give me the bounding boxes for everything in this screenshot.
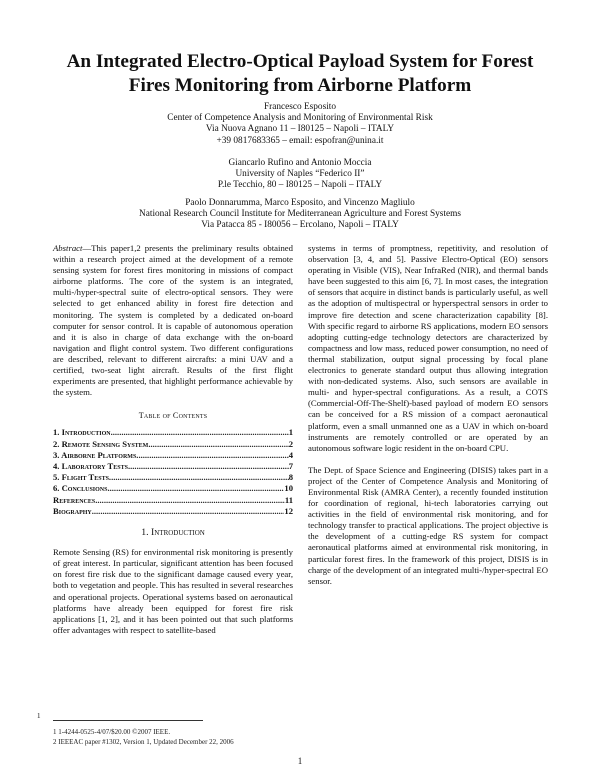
abstract-label: Abstract: [53, 243, 83, 253]
toc-entry[interactable]: References ..... 11: [53, 495, 293, 506]
abstract-text: —This paper1,2 presents the preliminary results obtained within a research project aimed at the development of a remote sensing system for forest fires monitoring in missions of compact airborne platforms. The core of the system is an integrated, multi-/hyper-spectral suite of electro-optical sensors. They were selected to get enhanced ability in forest fire detection and monitoring. The system is completed by a dedicated on-board computer for sensor control. It is capable of autonomous operation and it is also in charge of data exchange with the on-board navigation and flight control system. Two different configurations are described, relevant to different aircrafts: a mini UAV and a certified, two-seat light aircraft. Results of the first flight experiments are presented, that highlight performance achievable by the system.: [53, 243, 293, 398]
left-column: [53, 243, 293, 636]
author-line: Paolo Donnarumma, Marco Esposito, and Vincenzo Magliulo: [185, 198, 415, 208]
address-line: Via Patacca 85 - I80056 – Ercolano, Napoli – ITALY: [201, 220, 399, 231]
right-column: [308, 243, 548, 587]
toc-entry[interactable]: 3. Airborne Platforms ..... 4: [53, 450, 293, 461]
footnote-divider: [37, 712, 203, 721]
toc-entry[interactable]: 5. Flight Tests ..... 8: [53, 472, 293, 483]
author-line: Giancarlo Rufino and Antonio Moccia: [228, 158, 372, 168]
author-block-3: [40, 198, 560, 232]
footnote-2: 2 IEEEAC paper #1302, Version 1, Updated December 22, 2006: [53, 738, 234, 746]
author-block-1: [40, 102, 560, 147]
title-line-1: An Integrated Electro-Optical Payload System for Forest: [66, 51, 534, 72]
address-line: Via Nuova Agnano 11 – I80125 – Napoli – ITALY: [205, 124, 395, 135]
body-paragraph: The Dept. of Space Science and Engineering (DISIS) takes part in a project of the Center of Competence Analysis and Monitoring of Environmental Risk (AMRA Center), a recently founded institution for coordination of regional, hi-tech laboratories carrying out activities in the field of environmental risk monitoring, and for technology transfer to practical applications. The project objective is the development of a cutting-edge RS system for compact aeronautical platforms aimed at environmental risk monitoring, in particular forest fires. In the framework of this project, DISIS is in charge of the development of an integrated multi-/hyper-spectral EO sensor.: [308, 464, 548, 586]
toc-entry[interactable]: 1. Introduction ..... 1: [53, 427, 293, 438]
toc-entry[interactable]: 6. Conclusions ..... 10: [53, 483, 293, 494]
author-line: Francesco Esposito: [263, 102, 337, 112]
paper-title: [40, 50, 560, 98]
footnotes: [53, 727, 234, 747]
page-number: 1: [297, 756, 303, 766]
footnote-1: 1 1-4244-0525-4/07/$20.00 ©2007 IEEE.: [53, 728, 171, 736]
intro-paragraph: Remote Sensing (RS) for environmental risk monitoring is presently of great interest. In particular, significant attention has been focused on forest fire risk due to the significant damage caused every year, both to vegetation and people. This has resulted in several researches and operational projects. Operational systems based on aeronautical platforms have already been equipped for forest fire risk applications [1, 2], and it has been pointed out that such platforms offer advantages with respect to satellite-based: [53, 547, 293, 635]
toc-entry[interactable]: 2. Remote Sensing System ..... 2: [53, 439, 293, 450]
abstract: [53, 243, 293, 398]
address-line: P.le Tecchio, 80 – I80125 – Napoli – ITALY: [217, 180, 383, 191]
toc-entry[interactable]: 4. Laboratory Tests ..... 7: [53, 461, 293, 472]
affiliation-line: University of Naples “Federico II”: [235, 169, 365, 180]
table-of-contents: [53, 427, 293, 517]
author-block-2: [40, 158, 560, 192]
contact-line: +39 0817683365 – email: espofran@unina.it: [216, 135, 384, 146]
footnote-marker: 1: [37, 712, 41, 720]
toc-title: Table of Contents: [138, 411, 208, 421]
affiliation-line: Center of Competence Analysis and Monitoring of Environmental Risk: [167, 113, 433, 124]
section-heading: 1. Introduction: [141, 527, 205, 539]
body-paragraph: systems in terms of promptness, repetitivity, and resolution of observation [3, 4, and 5]. Passive Electro-Optical (EO) sensors operating in Visible (VIS), Near InfraRed (NIR), and thermal bands have been suggested to this aim [6, 7]. In most cases, the integration of sensors that acquire in distinct bands is particularly useful, as well as the adoption of multispectral or hyperspectral sensors in order to improve fire detection and scene characterization capability [8]. With specific regard to airborne RS applications, modern EO sensors adopting cutting-edge technology detectors are characterized by compactness and low mass, reduced power consumption, no need of thermal stabilization, output signal processing by focal plane electronics to generate standard output thus allowing integration with non-dedicated systems. Also, such sensors are available in multi- and hyper-spectral configurations. As a result, a COTS (Commercial-Off-The-Shelf)-based payload of modern EO sensors can be conceived for a RS mission of a compact aeronautical platform, even a small unmanned one as a UAV in which on-board instruments are remotely controlled or are operated by an autonomous software logic resident in the on-board CPU.: [308, 243, 548, 453]
affiliation-line: National Research Council Institute for Mediterranean Agriculture and Forest Systems: [139, 209, 461, 220]
title-line-2: Fires Monitoring from Airborne Platform: [128, 75, 472, 96]
toc-entry[interactable]: Biography ..... 12: [53, 506, 293, 517]
